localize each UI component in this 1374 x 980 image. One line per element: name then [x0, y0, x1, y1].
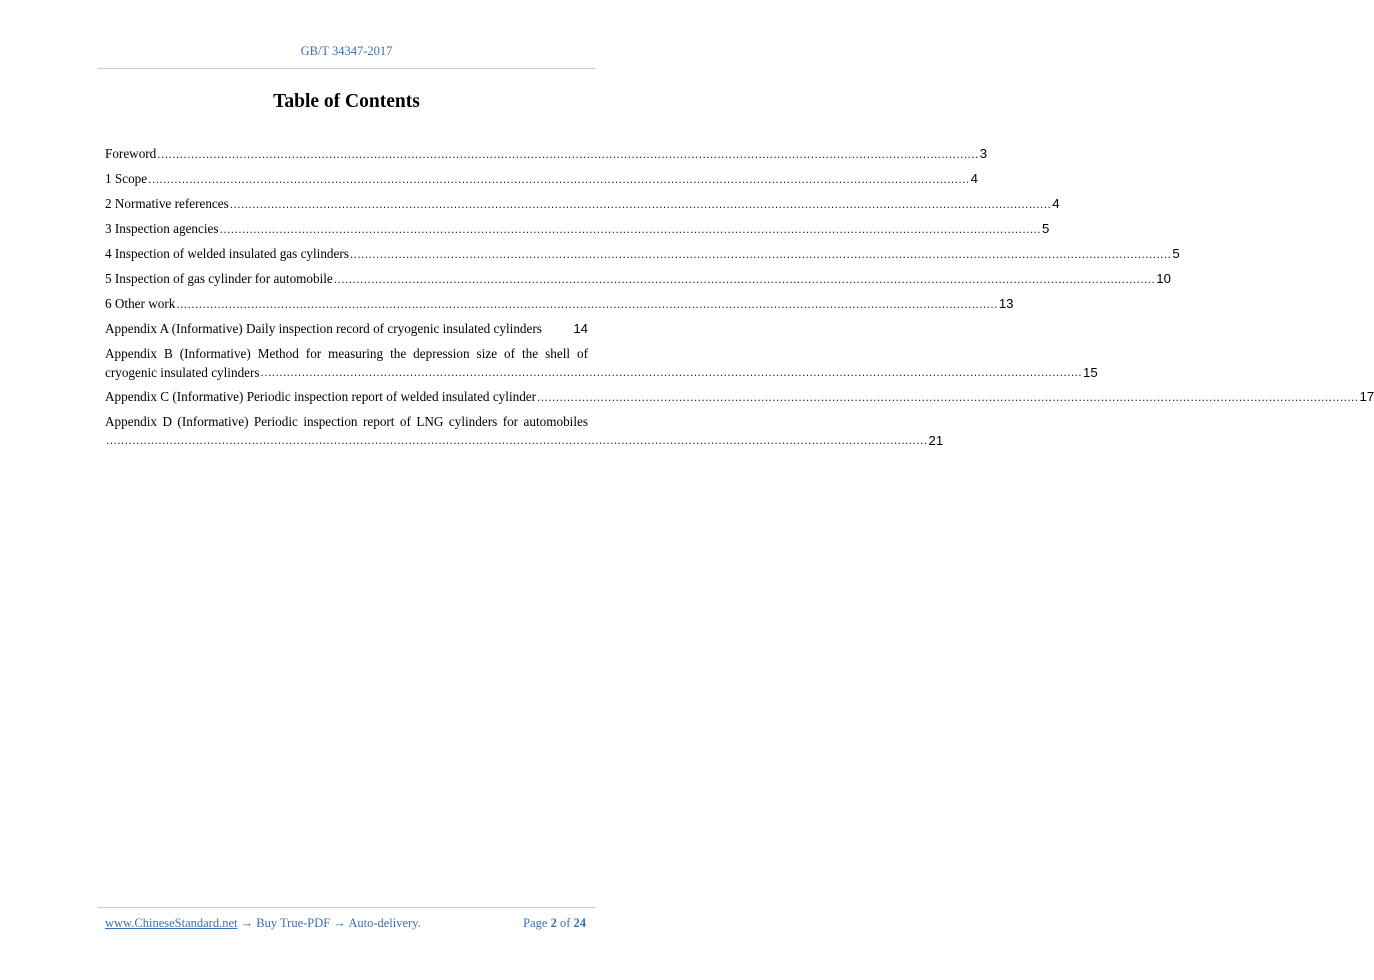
toc-entry-label-line2: cryogenic insulated cylinders — [105, 365, 260, 380]
toc-entry-page: 5 — [1042, 221, 1050, 236]
toc-leader-dots: ............................................................................................................................................................................................................................ — [229, 197, 1052, 211]
toc-entry-automobile-cylinders[interactable] — [105, 269, 1171, 289]
toc-entry-page: 4 — [1052, 196, 1060, 211]
footer-links — [105, 916, 421, 931]
header-standard-code: GB/T 34347-2017 — [300, 44, 393, 58]
toc-entry-page: 14 — [573, 321, 588, 336]
toc-entry-label-line1: Appendix D (Informative) Periodic inspection report of LNG cylinders for automobiles — [105, 414, 588, 429]
toc-entry-appendix-b[interactable] — [105, 344, 1098, 382]
toc-entry-label: 5 Inspection of gas cylinder for automobile — [105, 271, 333, 286]
toc-leader-dots: ............................................................................................................................................................................................................................ — [157, 147, 979, 161]
toc-entry-welded-insulated-cylinders[interactable] — [105, 244, 1180, 264]
toc-leader-dots: ............................................................................................................................................................................................................................ — [148, 172, 970, 186]
toc-entry-page: 5 — [1172, 246, 1180, 261]
table-of-contents — [105, 144, 1374, 455]
toc-entry-label-line1: Appendix B (Informative) Method for measuring the depression size of the shell of — [105, 346, 588, 361]
toc-entry-page: 13 — [998, 296, 1014, 311]
footer-delivery-text: Auto-delivery. — [348, 916, 421, 930]
toc-entry-inspection-agencies[interactable] — [105, 219, 1050, 239]
toc-entry-appendix-d[interactable] — [105, 412, 944, 450]
toc-entry-label: Appendix C (Informative) Periodic inspection report of welded insulated cylinder — [105, 389, 537, 404]
toc-leader-dots: ............................................................................................................................................................................................................................ — [537, 390, 1359, 404]
footer-buy-link[interactable]: Buy True-PDF — [256, 916, 331, 930]
footer-divider — [98, 907, 595, 908]
current-page-number: 2 — [550, 916, 557, 930]
toc-entry-page: 15 — [1083, 365, 1098, 380]
toc-entry-scope[interactable] — [105, 169, 978, 189]
toc-entry-appendix-a[interactable] — [105, 319, 588, 339]
toc-entry-label: 2 Normative references — [105, 196, 229, 211]
page-word: Page — [523, 916, 548, 930]
toc-entry-other-work[interactable] — [105, 294, 1014, 314]
page-title: Table of Contents — [273, 91, 420, 112]
toc-leader-dots: ............................................................................................................................................................................................................................ — [260, 365, 1083, 379]
toc-entry-label: 1 Scope — [105, 171, 148, 186]
toc-entry-page: 17 — [1359, 389, 1374, 404]
toc-leader-dots: ............................................................................................................................................................................................................................ — [106, 433, 928, 447]
toc-entry-normative-references[interactable] — [105, 194, 1060, 214]
toc-entry-label: Appendix A (Informative) Daily inspection record of cryogenic insulated cylinders — [105, 321, 542, 336]
toc-entry-label: 3 Inspection agencies — [105, 221, 219, 236]
toc-entry-label: 6 Other work — [105, 296, 176, 311]
of-word: of — [559, 916, 571, 930]
toc-entry-page: 3 — [979, 146, 988, 161]
arrow-right-icon: → — [330, 916, 349, 930]
toc-entry-label: Foreword — [105, 146, 157, 161]
toc-entry-page: 4 — [970, 171, 978, 186]
toc-entry-appendix-c[interactable] — [105, 387, 1374, 407]
toc-entry-page: 21 — [928, 433, 944, 448]
toc-entry-page: 10 — [1156, 271, 1171, 286]
toc-entry-label: 4 Inspection of welded insulated gas cylinders — [105, 246, 349, 261]
toc-leader-dots: ............................................................................................................................................................................................................................ — [349, 247, 1172, 261]
footer-site-link[interactable]: www.ChineseStandard.net — [105, 916, 238, 930]
toc-leader-dots: ............................................................................................................................................................................................................................ — [219, 222, 1042, 236]
toc-entry-foreword[interactable] — [105, 144, 988, 164]
toc-leader-dots: ............................................................................................................................................................................................................................ — [333, 272, 1156, 286]
arrow-right-icon: → — [237, 916, 257, 930]
header-divider — [98, 68, 595, 69]
footer-page-counter — [523, 916, 586, 931]
toc-leader-dots: ............................................................................................................................................................................................................................ — [176, 297, 998, 311]
total-pages-number: 24 — [573, 916, 586, 930]
